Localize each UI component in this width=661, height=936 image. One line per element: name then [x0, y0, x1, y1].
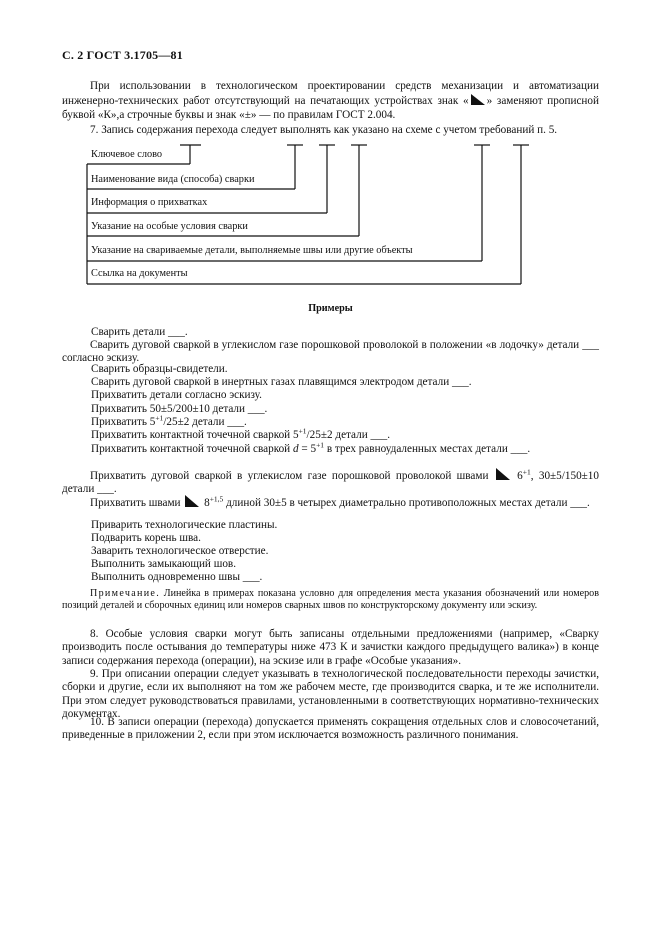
example-line: Прихватить 50±5/200±10 детали ___. — [91, 403, 268, 415]
example-line: Прихватить швами $8^{+1,5}$ длиной 30±5 в четырех диаметрально противоположных местах детали ___. — [90, 494, 590, 509]
example-line: Выполнить одновременно швы ___. — [91, 571, 263, 583]
fillet-weld-sign-icon — [494, 467, 512, 481]
example-line: Прихватить контактной точечной сваркой $d = 5^{+1}$ в трех равноудаленных местах детали ___. — [91, 440, 531, 455]
note-text: Линейка в примерах показана условно для определения места указания обозначений или номеров позиций деталей и сборочных единиц или номеров сварных швов по конструкторскому документу или эскизу. — [62, 588, 599, 611]
example-line: Сварить дуговой сваркой в углекислом газе порошковой проволокой в положении «в лодочку» детали ___ согласно эскизу. — [62, 339, 599, 365]
examples-title: Примеры — [308, 303, 353, 314]
example-line: Прихватить $5^{+1}/25\pm 2$ детали ___. — [91, 413, 247, 428]
intro-text-2: » заменяют прописной буквой «К»,а строчные буквы и знак «±» — по правилам ГОСТ 2.004. — [62, 95, 599, 121]
schema-label-tack-info: Информация о прихватках — [91, 197, 208, 208]
item-9: 9. При описании операции следует указывать в технологической последовательности переходы зачистки, сборки и другие, если их выполняют на том же рабочем месте, где производится сварка, и те же исполнители. При этом следует руководствоваться правилами, установленными в соответствующих нормативно-технических документах. — [62, 668, 599, 721]
example-line: Приварить технологические пластины. — [91, 519, 278, 531]
schema-label-special-conditions: Указание на особые условия сварки — [91, 221, 248, 232]
intro-text-1: При использовании в технологическом проектировании средств механизации и автоматизации инженерно-технических работ отсутствующий на печатающих устройствах знак « — [62, 80, 599, 108]
example-line: Сварить дуговой сваркой в инертных газах плавящимся электродом детали ___. — [91, 376, 472, 388]
schema-label-doc-reference: Ссылка на документы — [91, 268, 188, 279]
item-7: 7. Запись содержания перехода следует выполнять как указано на схеме с учетом требований п. 5. — [90, 124, 558, 136]
note-paragraph — [62, 588, 599, 612]
fillet-weld-sign-icon — [183, 494, 201, 508]
example-line: Прихватить контактной точечной сваркой $5^{+1}/25\pm 2$ детали ___. — [91, 426, 391, 441]
example-line: Заварить технологическое отверстие. — [91, 545, 269, 557]
example-line: Прихватить детали согласно эскизу. — [91, 389, 262, 401]
schema-label-keyword: Ключевое слово — [91, 149, 163, 160]
example-line: Сварить детали ___. — [91, 326, 188, 338]
example-line: Сварить образцы-свидетели. — [91, 363, 228, 375]
item-8: 8. Особые условия сварки могут быть записаны отдельными предложениями (например, «Сварку производить после остывания до температуры ниже 473 К и зачистки каждого предыдущего валика») в конце записи содержания перехода (операции), на эскизе или в графе «Особые указания». — [62, 628, 599, 667]
note-label: Примечание. — [90, 588, 161, 599]
item-10: 10. В записи операции (перехода) допускается применять сокращения отдельных слов и словосочетаний, приведенные в приложении 2, если при этом исключается возможность различного понимания. — [62, 716, 599, 742]
example-line: Прихватить дуговой сваркой в углекислом газе порошковой проволокой швами $6^{+1}$, 30±5/150±10 детали ___. — [62, 467, 599, 496]
example-line: Выполнить замыкающий шов. — [91, 558, 237, 570]
schema-label-welding-type: Наименование вида (способа) сварки — [91, 174, 255, 185]
example-line: Подварить корень шва. — [91, 532, 201, 544]
schema-label-parts-seams: Указание на свариваемые детали, выполняемые швы или другие объекты — [91, 245, 413, 256]
page-header: С. 2 ГОСТ 3.1705—81 — [62, 48, 183, 62]
